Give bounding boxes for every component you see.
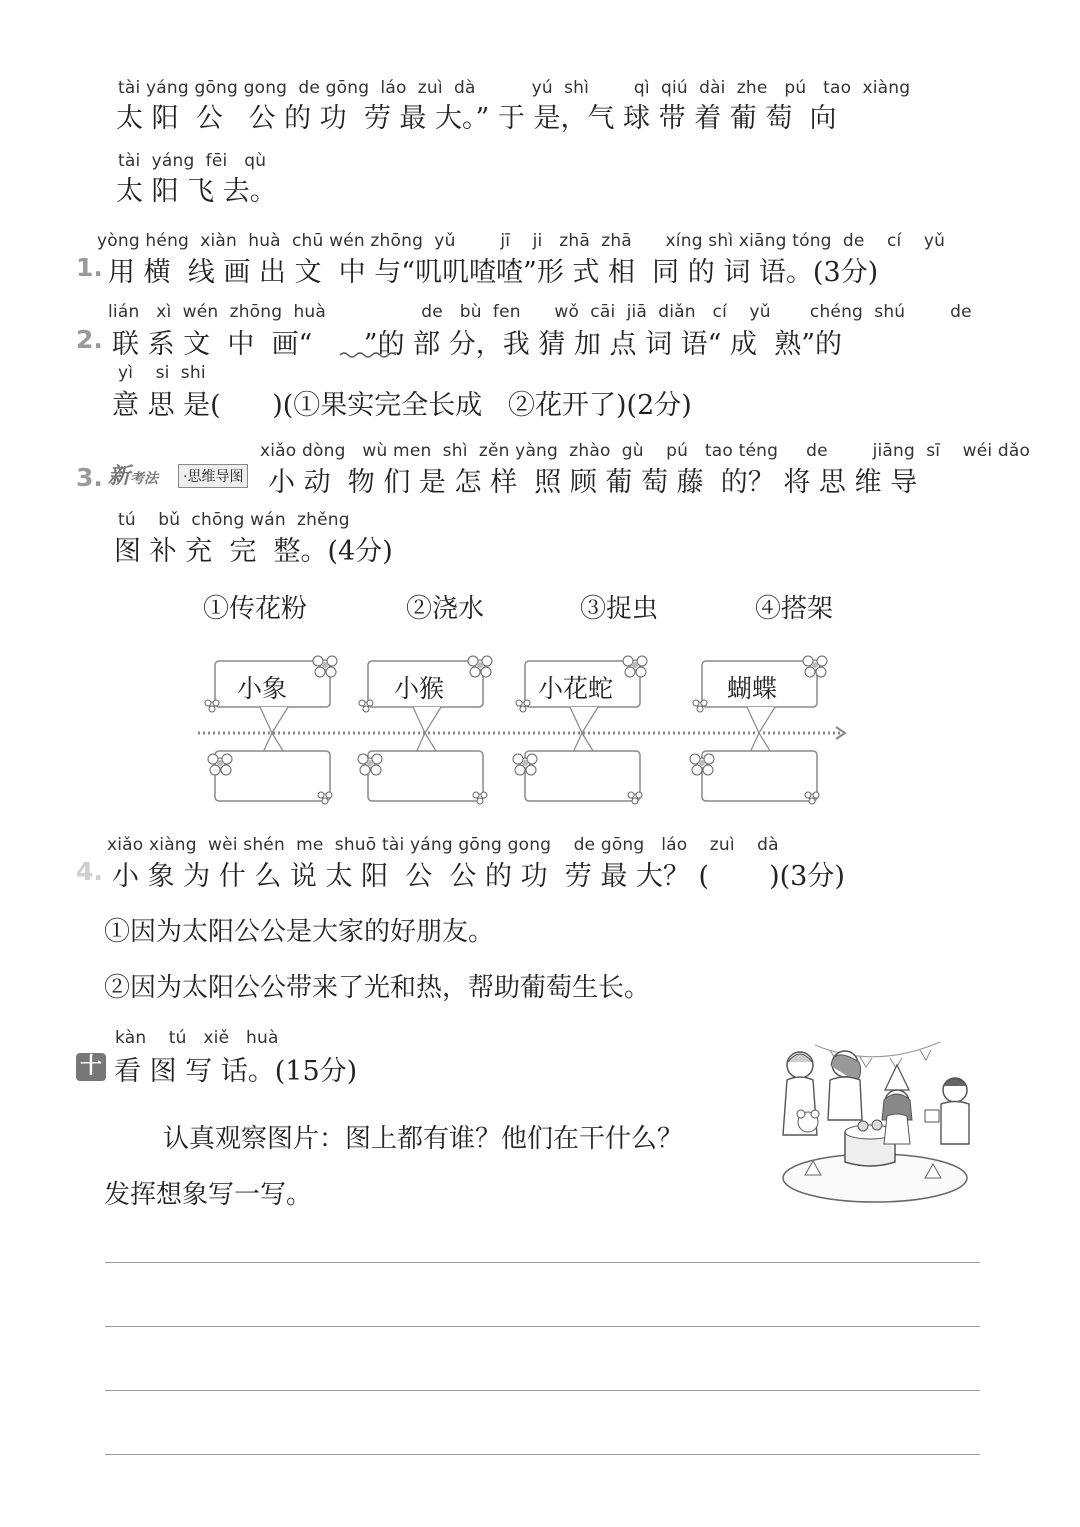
section-pinyin: kàn tú xiě huà: [115, 1028, 279, 1048]
option-water: ②浇水: [406, 594, 485, 624]
writing-line[interactable]: [105, 1390, 980, 1391]
option-catch-bugs: ③捉虫: [580, 594, 659, 624]
new-badge-icon: 新考法: [108, 464, 159, 489]
q3-text-line1: 小 动 物 们 是 怎 样 照 顾 葡 萄 藤 的？ 将 思 维 导: [268, 467, 918, 498]
animal-snake-label: 小花蛇: [538, 674, 614, 703]
mindmap-answer-box[interactable]: [208, 733, 332, 804]
q4-choice-1: ①因为太阳公公是大家的好朋友。: [104, 917, 495, 947]
mindmap-answer-box[interactable]: [358, 733, 487, 804]
option-pollinate: ①传花粉: [203, 594, 308, 624]
birthday-party-illustration: [775, 1030, 975, 1205]
q4-number: 4.: [76, 857, 103, 886]
q3-pinyin-line1: xiǎo dòng wù men shì zěn yàng zhào gù pú tao téng de jiāng sī wéi dǎo: [260, 441, 1031, 461]
section-title: 看 图 写 话。(15分): [114, 1056, 358, 1087]
q3-number: 3.: [76, 463, 103, 492]
section-number-badge: 十: [76, 1053, 106, 1081]
writing-line[interactable]: [105, 1262, 980, 1263]
q2-number: 2.: [76, 325, 103, 354]
animal-elephant-label: 小象: [237, 674, 288, 703]
q2-pinyin-line2: yì si shi: [118, 363, 206, 383]
q1-pinyin: yòng héng xiàn huà chū wén zhōng yǔ jī ji zhā zhā xíng shì xiāng tóng de cí yǔ: [97, 231, 946, 251]
mindmap-tag: ·思维导图: [178, 464, 248, 488]
q4-pinyin: xiǎo xiàng wèi shén me shuō tài yáng gōng gong de gōng láo zuì dà: [107, 835, 779, 855]
animal-butterfly-label: 蝴蝶: [727, 674, 778, 703]
q2-text-line2: 意 思 是( )(①果实完全长成 ②花开了)(2分): [112, 390, 692, 421]
wavy-underline-mark: [338, 350, 400, 360]
q1-text: 用 横 线 画 出 文 中 与“叽叽喳喳”形 式 相 同 的 词 语。(3分): [108, 257, 879, 288]
q3-pinyin-line2: tú bǔ chōng wán zhěng: [118, 510, 350, 530]
writing-line[interactable]: [105, 1454, 980, 1455]
animal-monkey-label: 小猴: [394, 674, 445, 703]
mindmap-answer-box[interactable]: [690, 733, 819, 804]
mindmap-answer-box[interactable]: [513, 733, 642, 804]
passage-line2-pinyin: tài yáng fēi qù: [118, 151, 267, 171]
q2-pinyin-line1: lián xì wén zhōng huà de bù fen wǒ cāi jiā diǎn cí yǔ chéng shú de: [108, 302, 972, 322]
writing-line[interactable]: [105, 1326, 980, 1327]
q4-text: 小 象 为 什 么 说 太 阳 公 公 的 功 劳 最 大？ ( )(3分): [112, 861, 845, 892]
option-build-trellis: ④搭架: [755, 594, 834, 624]
passage-line2-text: 太 阳 飞 去。: [116, 176, 277, 207]
section-instruction-1: 认真观察图片：图上都有谁？他们在干什么？: [163, 1124, 684, 1154]
q2-text-line1: 联 系 文 中 画“ ”的 部 分，我 猜 加 点 词 语“ 成 熟”的: [112, 329, 843, 360]
q1-number: 1.: [76, 253, 103, 282]
section-instruction-2: 发挥想象写一写。: [104, 1180, 313, 1210]
q3-text-line2: 图 补 充 完 整。(4分): [114, 536, 393, 567]
passage-line1-pinyin: tài yáng gōng gong de gōng láo zuì dà yú shì qì qiú dài zhe pú tao xiàng: [118, 78, 911, 98]
q4-choice-2: ②因为太阳公公带来了光和热，帮助葡萄生长。: [104, 973, 651, 1003]
passage-line1-text: 太 阳 公 公 的 功 劳 最 大。” 于 是，气 球 带 着 葡 萄 向: [116, 103, 837, 134]
